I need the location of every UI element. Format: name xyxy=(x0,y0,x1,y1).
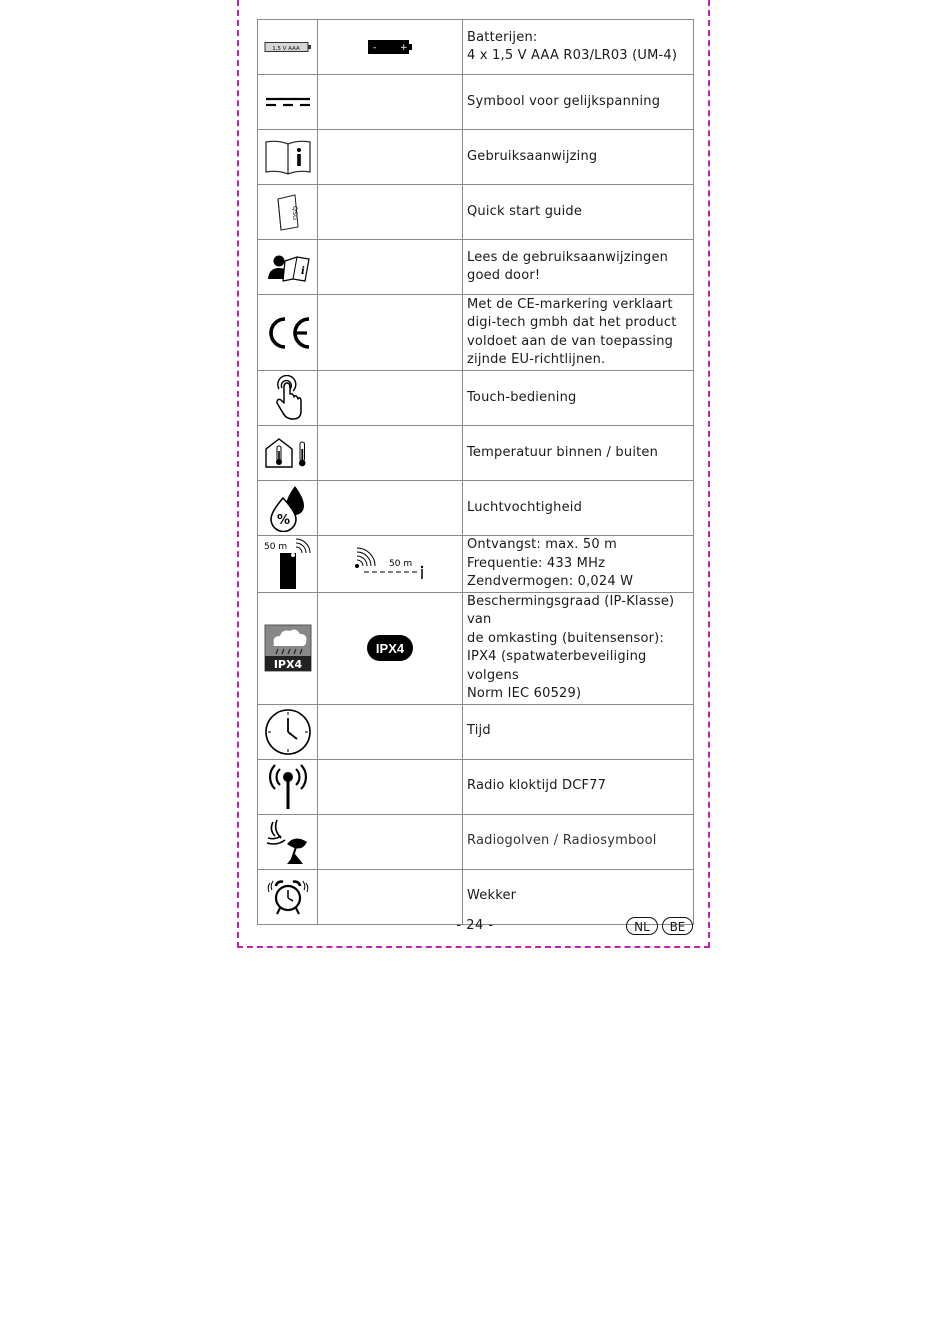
description-text: Tijd xyxy=(467,723,491,739)
qsg-label: QSG xyxy=(290,205,299,221)
language-badge-be: BE xyxy=(662,917,693,935)
table-row xyxy=(258,869,694,924)
description-text: Lees de gebruiksaanwijzingen goed door! xyxy=(467,249,669,283)
description-text: Gebruiksaanwijzing xyxy=(467,148,598,164)
sensor-range-icon xyxy=(263,538,313,590)
table-row xyxy=(258,814,694,869)
percent-sign: % xyxy=(276,513,290,528)
battery-polarity-icon xyxy=(367,39,413,55)
symbol-cell xyxy=(258,20,318,75)
humidity-drops-icon xyxy=(268,484,308,532)
table-row xyxy=(258,481,694,536)
description-text: Wekker xyxy=(467,888,517,904)
quick-start-guide-icon xyxy=(275,193,301,231)
table-row xyxy=(258,75,694,130)
table-row xyxy=(258,426,694,481)
table-row xyxy=(258,371,694,426)
description-cell xyxy=(463,20,694,75)
symbols-table xyxy=(257,19,694,925)
clock-icon xyxy=(264,708,312,756)
table-row xyxy=(258,185,694,240)
description-text: Quick start guide xyxy=(467,203,583,219)
table-row xyxy=(258,130,694,185)
ip-label: IPX4 xyxy=(273,658,302,671)
manual-info-icon xyxy=(264,138,312,176)
table-row xyxy=(258,20,694,75)
signal-range-icon xyxy=(354,547,426,581)
description-text: Batterijen: 4 x 1,5 V AAA R03/LR03 (UM-4) xyxy=(467,29,678,63)
table-row xyxy=(258,704,694,759)
battery-aaa-icon xyxy=(264,41,312,53)
symbol-cell-2 xyxy=(318,20,463,75)
touch-hand-icon xyxy=(271,375,305,421)
description-text: Touch-bediening xyxy=(467,389,577,405)
plus-sign: + xyxy=(400,43,408,53)
range-label: 50 m xyxy=(263,541,287,552)
read-instructions-icon xyxy=(265,251,311,283)
description-text: Luchtvochtigheid xyxy=(467,499,583,515)
temperature-in-out-icon xyxy=(264,437,312,469)
battery-label: 1,5 V AAA xyxy=(271,46,300,52)
page-number: - 24 - xyxy=(456,918,494,933)
description-text: Symbool voor gelijkspanning xyxy=(467,93,661,109)
description-text: Temperatuur binnen / buiten xyxy=(467,444,659,460)
svg-text:i: i xyxy=(300,266,305,277)
description-text: Radiogolven / Radiosymbool xyxy=(467,833,657,849)
ip-badge-label: IPX4 xyxy=(375,641,405,656)
description-text: Ontvangst: max. 50 m Frequentie: 433 MHz Zendvermogen: 0,024 W xyxy=(467,537,634,589)
radio-dish-icon xyxy=(265,818,311,866)
table-row xyxy=(258,536,694,593)
alarm-clock-icon xyxy=(264,877,312,917)
table-row xyxy=(258,759,694,814)
ce-mark-icon xyxy=(264,315,312,351)
ipx4-badge-icon xyxy=(366,634,414,662)
description-text: Radio kloktijd DCF77 xyxy=(467,778,607,794)
dc-voltage-icon xyxy=(264,95,312,109)
language-badge-nl: NL xyxy=(626,917,658,935)
description-text: Beschermingsgraad (IP-Klasse) van de omkasting (buitensensor): IPX4 (spatwaterbeveiliging volgens Norm IEC 60529) xyxy=(467,593,675,701)
table-row xyxy=(258,592,694,704)
minus-sign: - xyxy=(373,43,377,53)
radio-antenna-icon xyxy=(266,763,310,811)
description-text: Met de CE-markering verklaart digi-tech gmbh dat het product voldoet aan de van toepassing zijnde EU-richtlijnen. xyxy=(467,296,677,367)
ipx4-rain-icon xyxy=(264,624,312,672)
table-row xyxy=(258,295,694,371)
range-label-2: 50 m xyxy=(389,558,413,569)
table-row xyxy=(258,240,694,295)
